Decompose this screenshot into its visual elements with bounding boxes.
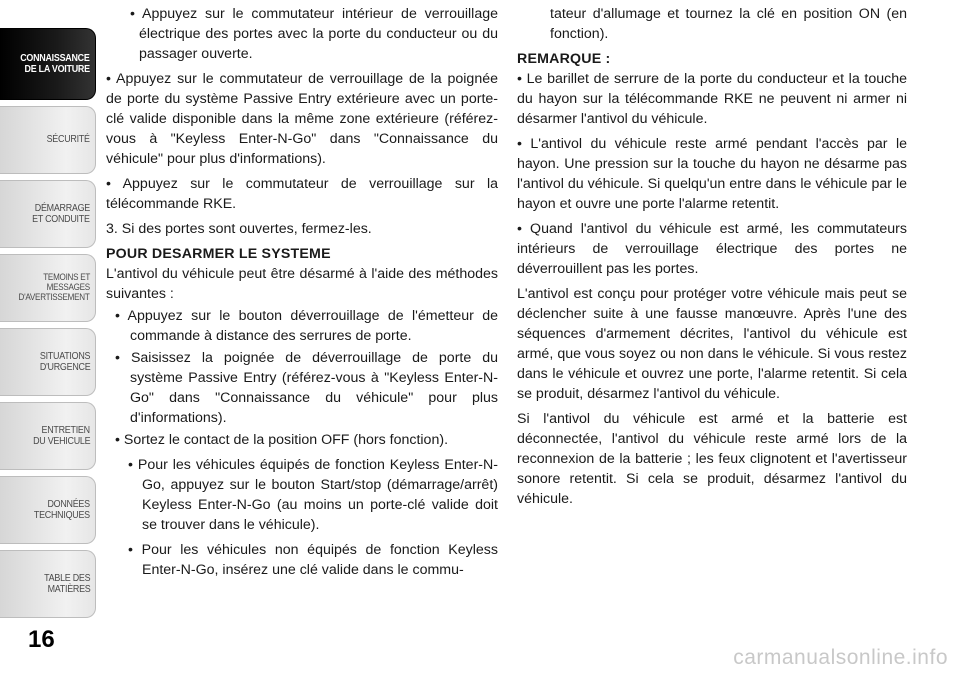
sub-bullet-item: • Pour les véhicules non équipés de fonction Keyless Enter-N-Go, insérez une clé valide dans le commu-: [128, 542, 498, 578]
tab-label-line: ENTRETIEN: [41, 423, 90, 436]
sidebar-navigation: [0, 0, 100, 678]
tab-label-line: DU VEHICULE: [32, 435, 90, 447]
paragraph: • Appuyez sur le commutateur de verrouillage de la poignée de porte du système Passive Entry extérieure avec un porte-clé valide disponible dans la même zone extérieure (référez-vous à "Keyless Enter-N-Go" dans "Connaissance du véhicule" pour plus d'informations).: [106, 71, 498, 167]
paragraph: • Quand l'antivol du véhicule est armé, les commutateurs intérieurs de verrouillage électrique des portes ne déverrouillent pas les portes.: [517, 221, 907, 277]
right-column: [517, 4, 907, 509]
paragraph: L'antivol est conçu pour protéger votre véhicule mais peut se déclencher suite à une fausse manœuvre. Après l'une des séquences d'armement décrites, l'antivol du véhicule est armé, que vous soyez ou non dans le véhicule. Si vous restez dans le véhicule et ouvrez une porte, l'alarme retentit. Si cela se produit, désarmez l'antivol du véhicule.: [517, 286, 907, 402]
tab-label-line: ET CONDUITE: [32, 213, 90, 225]
left-column: [106, 4, 498, 580]
tab-demarrage-conduite[interactable]: [0, 180, 96, 248]
tab-label-line: CONNAISSANCE: [20, 51, 90, 64]
paragraph: tateur d'allumage et tournez la clé en position ON (en fonction).: [550, 6, 907, 42]
tab-situations-urgence[interactable]: [0, 328, 96, 396]
bullet-item: • Appuyez sur le bouton déverrouillage de l'émetteur de commande à distance des serrures de porte.: [115, 308, 498, 344]
tab-table-matieres[interactable]: [0, 550, 96, 618]
tab-label-line: SÉCURITÉ: [46, 133, 90, 146]
sub-bullet-item: • Pour les véhicules équipés de fonction Keyless Enter-N-Go, appuyez sur le bouton Start/stop (démarrage/arrêt) Keyless Enter-N-Go (au moins un porte-clé valide doit se trouver dans le véhicule).: [128, 457, 498, 533]
tab-label-line: DONNÉES: [47, 497, 90, 510]
tab-donnees-techniques[interactable]: [0, 476, 96, 544]
tab-label-line: DE LA VOITURE: [24, 63, 90, 75]
paragraph: • Appuyez sur le commutateur de verrouillage sur la télécommande RKE.: [106, 176, 498, 212]
paragraph: • Appuyez sur le commutateur intérieur de verrouillage électrique des portes avec la porte du conducteur ou du passager ouverte.: [130, 6, 498, 62]
tab-label-line: SITUATIONS: [39, 349, 90, 362]
tab-connaissance-voiture[interactable]: [0, 28, 96, 100]
tab-label-line: TABLE DES: [43, 571, 90, 584]
tab-label-line: D'AVERTISSEMENT: [18, 292, 90, 303]
page-number: 16: [28, 626, 55, 653]
bullet-item: • Saisissez la poignée de déverrouillage de porte du système Passive Entry (référez-vous à "Keyless Enter-N-Go" dans "Connaissance du véhicule" pour plus d'informations).: [115, 350, 498, 426]
tab-label-line: D'URGENCE: [39, 361, 90, 373]
paragraph: 3. Si des portes sont ouvertes, fermez-les.: [106, 221, 372, 237]
paragraph: Si l'antivol du véhicule est armé et la batterie est déconnectée, l'antivol du véhicule reste armé lors de la reconnexion de la batterie ; les feux clignotent et l'avertisseur sonore retentit. Si cela se produit, désarmez l'antivol du véhicule.: [517, 411, 907, 507]
tab-securite[interactable]: [0, 106, 96, 174]
paragraph: • L'antivol du véhicule reste armé pendant l'accès par le hayon. Une pression sur la touche du hayon ne désarme pas l'antivol du véhicule. Si quelqu'un entre dans le véhicule par le hayon et ouvre une porte l'alarme retentit.: [517, 136, 907, 212]
tab-label-line: DÉMARRAGE: [34, 201, 90, 214]
paragraph: • Le barillet de serrure de la porte du conducteur et la touche du hayon sur la télécommande RKE ne peuvent ni armer ni désarmer l'antivol du véhicule.: [517, 71, 907, 127]
bullet-item: • Sortez le contact de la position OFF (hors fonction).: [115, 432, 449, 448]
tab-label-line: TEMOINS ET: [43, 272, 90, 283]
section-heading: POUR DESARMER LE SYSTEME: [106, 246, 331, 262]
paragraph: L'antivol du véhicule peut être désarmé à l'aide des méthodes suivantes :: [106, 266, 498, 302]
tab-label-line: MESSAGES: [46, 282, 90, 293]
tab-temoins-messages[interactable]: [0, 254, 96, 322]
tab-label-line: TECHNIQUES: [34, 509, 90, 521]
watermark: carmanualsonline.info: [733, 646, 948, 669]
remark-heading: REMARQUE :: [517, 51, 611, 67]
tab-label-line: MATIÈRES: [47, 583, 90, 595]
tab-entretien-vehicule[interactable]: [0, 402, 96, 470]
